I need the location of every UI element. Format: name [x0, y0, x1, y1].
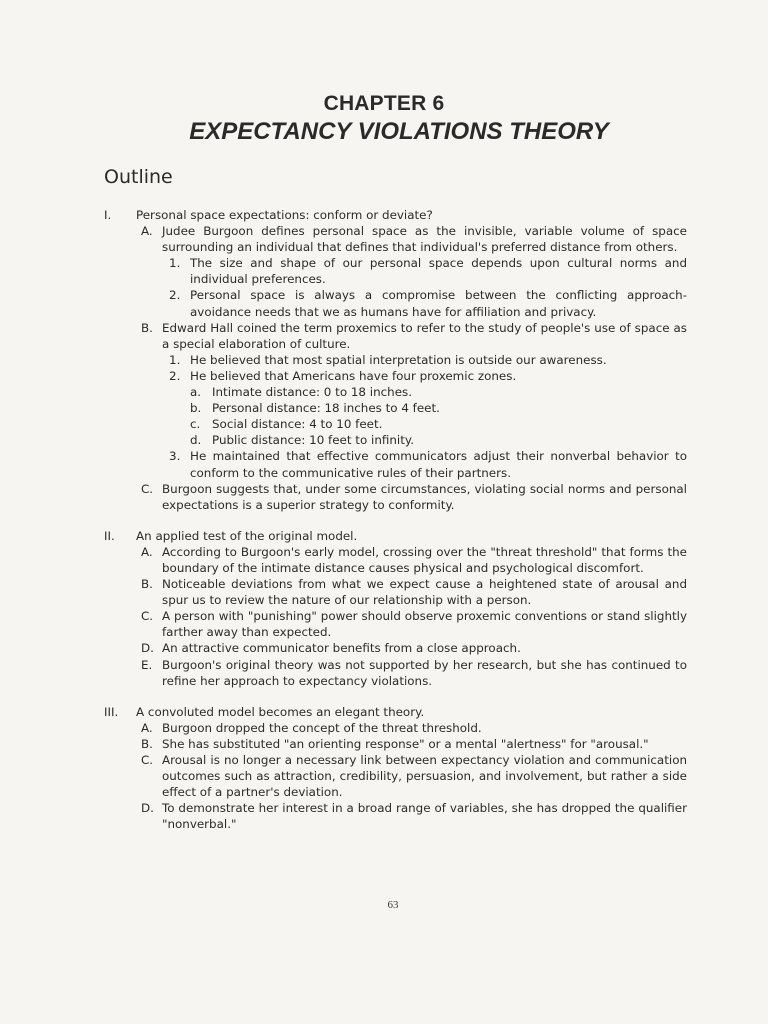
outline-item	[0, 481, 687, 513]
item-number: A.	[141, 720, 153, 735]
section-number: III.	[104, 704, 119, 719]
item-text: Burgoon suggests that, under some circumstances, violating social norms and personal expectations is a superior strategy to conformity.	[162, 481, 687, 512]
outline-subitem	[0, 352, 687, 368]
outline-item	[0, 720, 687, 736]
outline-section	[0, 704, 768, 833]
outline-subitem	[0, 368, 687, 384]
section-number: II.	[104, 528, 115, 543]
item-text: Edward Hall coined the term proxemics to refer to the study of people's use of space as a special elaboration of culture.	[162, 320, 687, 351]
chapter-title: EXPECTANCY VIOLATIONS THEORY	[189, 118, 609, 145]
outline-item	[0, 657, 687, 689]
item-number: B.	[141, 736, 153, 751]
section-heading	[0, 704, 688, 720]
section-text: An applied test of the original model.	[136, 528, 358, 543]
subitem-text: He maintained that effective communicators adjust their nonverbal behavior to conform to the communicative rules of their partners.	[190, 449, 687, 480]
outline-item	[0, 320, 687, 352]
subitem-number: 2.	[169, 288, 181, 303]
item-text: A person with "punishing" power should observe proxemic conventions or stand slightly farther away than expected.	[162, 609, 687, 640]
item-number: B.	[141, 320, 153, 335]
outline-item	[0, 223, 687, 255]
section-heading	[0, 207, 688, 223]
item-number: B.	[141, 577, 153, 592]
item-number: D.	[141, 801, 154, 816]
item-text: Judee Burgoon defines personal space as the invisible, variable volume of space surrounding an individual that defines that individual's preferred distance from others.	[162, 224, 687, 255]
outline-item	[0, 736, 687, 752]
page-number: 63	[387, 899, 399, 911]
subitem-number: 1.	[169, 256, 181, 271]
item-number: C.	[141, 481, 154, 496]
item-number: E.	[141, 657, 153, 672]
item-text: Burgoon dropped the concept of the threat threshold.	[162, 720, 482, 735]
item-number: A.	[141, 544, 153, 559]
subsubitem-text: Intimate distance: 0 to 18 inches.	[212, 385, 412, 400]
section-heading	[0, 528, 688, 544]
subitem-text: He believed that Americans have four proxemic zones.	[190, 368, 517, 383]
outline-subsubitem	[0, 432, 687, 448]
section-text: A convoluted model becomes an elegant theory.	[136, 704, 425, 719]
outline-item	[0, 640, 687, 656]
outline-item	[0, 576, 687, 608]
outline-item	[0, 752, 687, 800]
subsubitem-number: b.	[190, 401, 202, 416]
item-number: D.	[141, 641, 154, 656]
item-text: According to Burgoon's early model, crossing over the "threat threshold" that forms the boundary of the intimate distance causes physical and psychological discomfort.	[162, 544, 687, 575]
section-number: I.	[104, 208, 112, 222]
subsubitem-text: Social distance: 4 to 10 feet.	[212, 417, 383, 432]
subitem-number: 2.	[169, 368, 181, 383]
outline-item	[0, 544, 687, 576]
outline-section	[0, 528, 768, 689]
item-text: She has substituted "an orienting response" or a mental "alertness" for "arousal."	[162, 736, 649, 751]
subitem-text: Personal space is always a compromise between the conflicting approach-avoidance needs that we as humans have for affiliation and privacy.	[190, 288, 687, 319]
subitem-number: 1.	[169, 352, 181, 367]
subsubitem-number: a.	[190, 385, 202, 400]
outline-subitem	[0, 255, 687, 287]
outline-section	[0, 207, 768, 513]
subitem-text: He believed that most spatial interpretation is outside our awareness.	[190, 352, 607, 367]
section-text: Personal space expectations: conform or deviate?	[136, 208, 433, 222]
item-text: Burgoon's original theory was not supported by her research, but she has continued to refine her approach to expectancy violations.	[162, 657, 687, 688]
item-number: C.	[141, 753, 154, 767]
subsubitem-number: c.	[190, 417, 201, 432]
subsubitem-text: Personal distance: 18 inches to 4 feet.	[212, 401, 440, 416]
item-text: An attractive communicator benefits from a close approach.	[162, 641, 521, 656]
item-text: To demonstrate her interest in a broad range of variables, she has dropped the qualifier "nonverbal."	[162, 801, 687, 832]
outline-item	[0, 608, 687, 640]
outline	[0, 207, 768, 847]
subsubitem-text: Public distance: 10 feet to infinity.	[212, 433, 414, 448]
item-text: Arousal is no longer a necessary link between expectancy violation and communication outcomes such as attraction, credibility, persuasion, and involvement, but rather a side effect of a partner's deviation.	[162, 753, 687, 800]
outline-subsubitem	[0, 400, 687, 416]
item-number: C.	[141, 609, 154, 624]
outline-subsubitem	[0, 384, 687, 400]
item-text: Noticeable deviations from what we expect cause a heightened state of arousal and spur us to review the nature of our relationship with a person.	[162, 577, 687, 608]
outline-subsubitem	[0, 416, 687, 432]
outline-subitem	[0, 287, 687, 319]
subitem-number: 3.	[169, 449, 181, 464]
subitem-text: The size and shape of our personal space depends upon cultural norms and individual preferences.	[190, 256, 687, 287]
item-number: A.	[141, 224, 153, 239]
chapter-label: CHAPTER 6	[323, 92, 445, 115]
outline-item	[0, 800, 687, 832]
outline-heading: Outline	[104, 166, 173, 188]
outline-subitem	[0, 448, 687, 480]
subsubitem-number: d.	[190, 433, 202, 448]
